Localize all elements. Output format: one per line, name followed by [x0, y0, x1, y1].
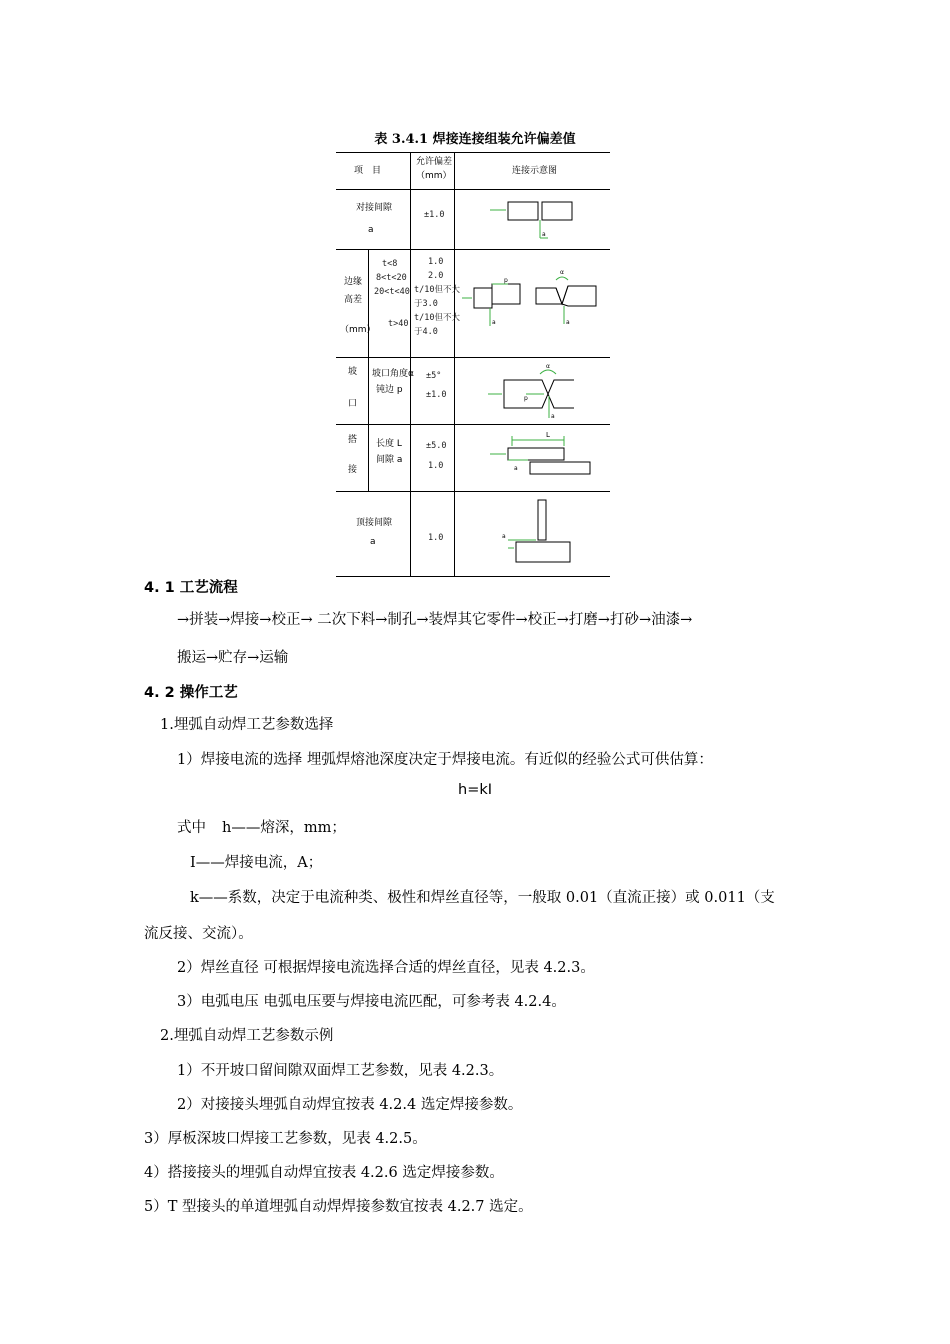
row3-sub-2: 钝边 p	[376, 385, 403, 395]
row4-tolerance-1: ±5.0	[426, 441, 447, 451]
row3-name-1: 坡	[348, 367, 358, 377]
item-2-2: 2）对接接头埋弧自动焊宜按表 4.2.4 选定焊接参数。	[177, 1097, 523, 1113]
butt-gap-diagram	[486, 198, 576, 243]
row4-name-1: 搭	[348, 435, 358, 445]
row2-condition-2: 8<t<20	[376, 273, 407, 283]
item-2-1: 1）不开坡口留间隙双面焊工艺参数，见表 4.2.3。	[177, 1063, 504, 1079]
item-2-5: 5）T 型接头的单道埋弧自动焊焊接参数宜按表 4.2.7 选定。	[144, 1199, 533, 1215]
row4-tolerance-2: 1.0	[428, 461, 444, 471]
where-k: k——系数，决定于电流种类、极性和焊丝直径等，一般取 0.01（直流正接）或 0.011（支	[190, 890, 775, 906]
svg-text:a: a	[566, 319, 570, 326]
row3-tolerance-1: ±5°	[426, 371, 442, 381]
row1-symbol: a	[368, 225, 374, 235]
item-2-3: 3）厚板深坡口焊接工艺参数，见表 4.2.5。	[144, 1131, 427, 1147]
svg-text:p: p	[524, 395, 528, 402]
table-title: 表 3.4.1 焊接连接组装允许偏差值	[374, 132, 576, 147]
section-heading-4-1: 4. 1 工艺流程	[144, 580, 238, 596]
section-heading-4-2: 4. 2 操作工艺	[144, 685, 238, 701]
row2-tolerance-4: 于3.0	[414, 299, 438, 309]
where-k-continued: 流反接、交流）。	[144, 926, 253, 942]
row5-tolerance: 1.0	[428, 533, 444, 543]
row5-symbol: a	[370, 537, 376, 547]
row2-unit: （mm）	[340, 325, 376, 335]
item-1-3: 3）电弧电压 电弧电压要与焊接电流匹配，可参考表 4.2.4。	[177, 994, 566, 1010]
header-item: 项 目	[354, 166, 382, 176]
row4-sub-1: 长度 L	[376, 439, 402, 449]
row5-name: 顶接间隙	[356, 518, 393, 528]
svg-text:L: L	[546, 431, 550, 439]
process-flow-line-2: 搬运→贮存→运输	[177, 650, 289, 666]
row2-condition-3: 20<t<40	[374, 287, 410, 297]
plate-left	[508, 202, 538, 220]
edge-offset-diagram	[460, 262, 608, 332]
gap-label: a	[542, 231, 546, 238]
row2-tolerance-6: 于4.0	[414, 327, 438, 337]
row3-sub-1: 坡口角度α	[372, 369, 414, 379]
process-flow-line-1: →拼装→焊接→校正→ 二次下料→制孔→装焊其它零件→校正→打磨→打砂→油漆→	[177, 612, 693, 628]
svg-text:a: a	[514, 465, 518, 472]
tolerance-table	[336, 152, 610, 577]
row2-tolerance-3: t/10但不大	[414, 285, 460, 295]
where-I: I——焊接电流，A；	[190, 855, 323, 871]
row3-name-2: 口	[348, 399, 358, 409]
row2-condition-4: t>40	[388, 319, 409, 329]
row4-name-2: 接	[348, 465, 358, 475]
item-1-2: 2）焊丝直径 可根据焊接电流选择合适的焊丝直径，见表 4.2.3。	[177, 960, 595, 976]
where-prefix: 式中	[177, 820, 206, 836]
svg-text:p: p	[504, 277, 508, 284]
row4-sub-2: 间隙 a	[376, 455, 403, 465]
lap-joint-diagram	[486, 430, 596, 485]
plate-right	[542, 202, 572, 220]
svg-text:a: a	[492, 319, 496, 326]
item-1-1: 1）焊接电流的选择 埋弧焊熔池深度决定于焊接电流。有近似的经验公式可供估算：	[177, 752, 713, 768]
svg-text:α: α	[546, 363, 550, 370]
item-1: 1.埋弧自动焊工艺参数选择	[160, 717, 334, 733]
row2-tolerance-5: t/10但不大	[414, 313, 460, 323]
groove-diagram	[486, 362, 586, 422]
svg-text:a: a	[502, 533, 506, 540]
svg-text:a: a	[551, 413, 555, 420]
row2-condition-1: t<8	[382, 259, 398, 269]
row2-tolerance-1: 1.0	[428, 257, 444, 267]
row3-tolerance-2: ±1.0	[426, 390, 447, 400]
row2-tolerance-2: 2.0	[428, 271, 444, 281]
row2-name-2: 高差	[344, 295, 363, 305]
row1-name: 对接间隙	[356, 203, 393, 213]
header-tolerance: 允许偏差	[416, 157, 453, 167]
formula: h=kI	[458, 782, 493, 798]
svg-text:α: α	[560, 269, 564, 276]
header-diagram: 连接示意图	[512, 166, 558, 176]
where-h: h——熔深，mm；	[222, 820, 346, 836]
item-2-4: 4）搭接接头的埋弧自动焊宜按表 4.2.6 选定焊接参数。	[144, 1165, 504, 1181]
row2-name-1: 边缘	[344, 277, 363, 287]
item-2: 2.埋弧自动焊工艺参数示例	[160, 1028, 334, 1044]
row1-tolerance: ±1.0	[424, 210, 445, 220]
t-joint-diagram	[496, 496, 576, 574]
header-unit: （mm）	[416, 171, 452, 181]
